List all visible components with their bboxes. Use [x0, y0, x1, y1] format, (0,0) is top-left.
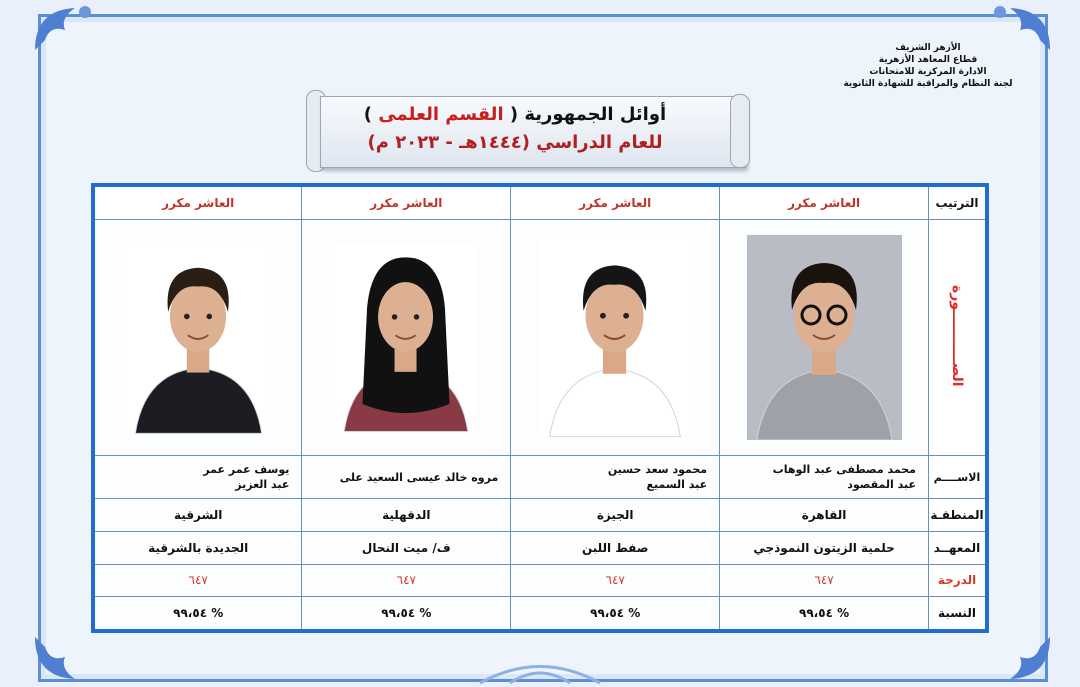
name-line-1: محمد مصطفى عبد الوهاب: [772, 463, 916, 477]
photo-label: الصـــــــــــورة: [949, 285, 965, 387]
grade-label: الدرجة: [929, 564, 988, 597]
region-label: المنطقـة: [929, 499, 988, 532]
grade-row: [93, 564, 987, 597]
photo-cell: [93, 219, 302, 456]
photo-eye-left: [184, 314, 190, 320]
name-cell: [302, 456, 511, 499]
title-suffix: ): [363, 104, 373, 125]
region-cell: الجيزة: [511, 499, 720, 532]
issuer-header: [818, 42, 1038, 90]
issuer-line: الادارة المركزية للامتحانات: [869, 67, 987, 77]
region-cell: الشرقية: [93, 499, 302, 532]
academic-year: للعام الدراسي (١٤٤٤هـ - ٢٠٢٣ م): [367, 132, 663, 153]
institute-cell: الجديدة بالشرقية: [93, 532, 302, 565]
region-cell: القاهرة: [720, 499, 929, 532]
name-label: الاســــم: [929, 456, 988, 499]
photo-eye-right: [414, 314, 419, 319]
student-photo: [126, 235, 271, 440]
rank-row: [93, 185, 987, 219]
percent-row: [93, 597, 987, 631]
rank-cell: العاشر مكرر: [511, 185, 720, 219]
title-scroll-banner: [306, 90, 750, 170]
institute-cell: حلمية الزيتون النموذجي: [720, 532, 929, 565]
student-photo: [540, 235, 690, 440]
name-cell: [511, 456, 720, 499]
name-line-1: محمود سعد حسين: [607, 463, 708, 477]
issuer-line: قطاع المعاهد الأزهرية: [878, 55, 978, 65]
issuer-line: الأزهر الشريف: [895, 43, 961, 53]
title-section: القسم العلمى: [378, 104, 504, 125]
corner-ornament-bottom-left-icon: [30, 632, 100, 687]
percent-cell: % ٩٩،٥٤: [511, 597, 720, 631]
institute-cell: ف/ ميت النحال: [302, 532, 511, 565]
percent-label: النسبة: [929, 597, 988, 631]
photo-label-cell: [929, 219, 988, 456]
grade-cell: ٦٤٧: [302, 564, 511, 597]
name-row: [93, 456, 987, 499]
student-photo: [335, 235, 477, 440]
photo-eye-left: [392, 314, 397, 319]
corner-ornament-top-left-icon: [30, 0, 100, 55]
name-cell: [93, 456, 302, 499]
issuer-line: لجنة النظام والمراقبة للشهادة الثانوية: [843, 79, 1013, 89]
percent-cell: % ٩٩،٥٤: [720, 597, 929, 631]
rank-cell: العاشر مكرر: [302, 185, 511, 219]
grade-cell: ٦٤٧: [511, 564, 720, 597]
name-line-1: مروه خالد عيسى السعيد على: [339, 470, 499, 484]
photo-row: [93, 219, 987, 456]
region-cell: الدقهلية: [302, 499, 511, 532]
student-photo: [747, 235, 902, 440]
name-line-2: عبد السميع: [646, 478, 708, 492]
rank-cell: العاشر مكرر: [720, 185, 929, 219]
rank-header: الترتيب: [929, 185, 988, 219]
name-line-2: عبد العزيز: [235, 478, 290, 492]
name-line-2: عبد المقصود: [847, 478, 916, 492]
name-line-1: يوسف عمر عمر: [203, 463, 290, 477]
institute-row: [93, 532, 987, 565]
photo-cell: [720, 219, 929, 456]
institute-label: المعهــد: [929, 532, 988, 565]
photo-eye-right: [623, 313, 629, 319]
photo-eye-left: [600, 313, 606, 319]
title-prefix: أوائل الجمهورية (: [509, 104, 667, 125]
percent-cell: % ٩٩،٥٤: [302, 597, 511, 631]
photo-eye-right: [206, 314, 212, 320]
top-students-table: [91, 183, 989, 633]
grade-cell: ٦٤٧: [720, 564, 929, 597]
institute-cell: صفط اللبن: [511, 532, 720, 565]
name-cell: [720, 456, 929, 499]
photo-face: [378, 282, 433, 352]
page-title: [320, 104, 710, 125]
corner-ornament-bottom-right-icon: [985, 632, 1055, 687]
photo-cell: [511, 219, 720, 456]
photo-cell: [302, 219, 511, 456]
grade-cell: ٦٤٧: [93, 564, 302, 597]
percent-cell: % ٩٩،٥٤: [93, 597, 302, 631]
rank-cell: العاشر مكرر: [93, 185, 302, 219]
region-row: [93, 499, 987, 532]
bottom-ornament-icon: [460, 655, 620, 685]
